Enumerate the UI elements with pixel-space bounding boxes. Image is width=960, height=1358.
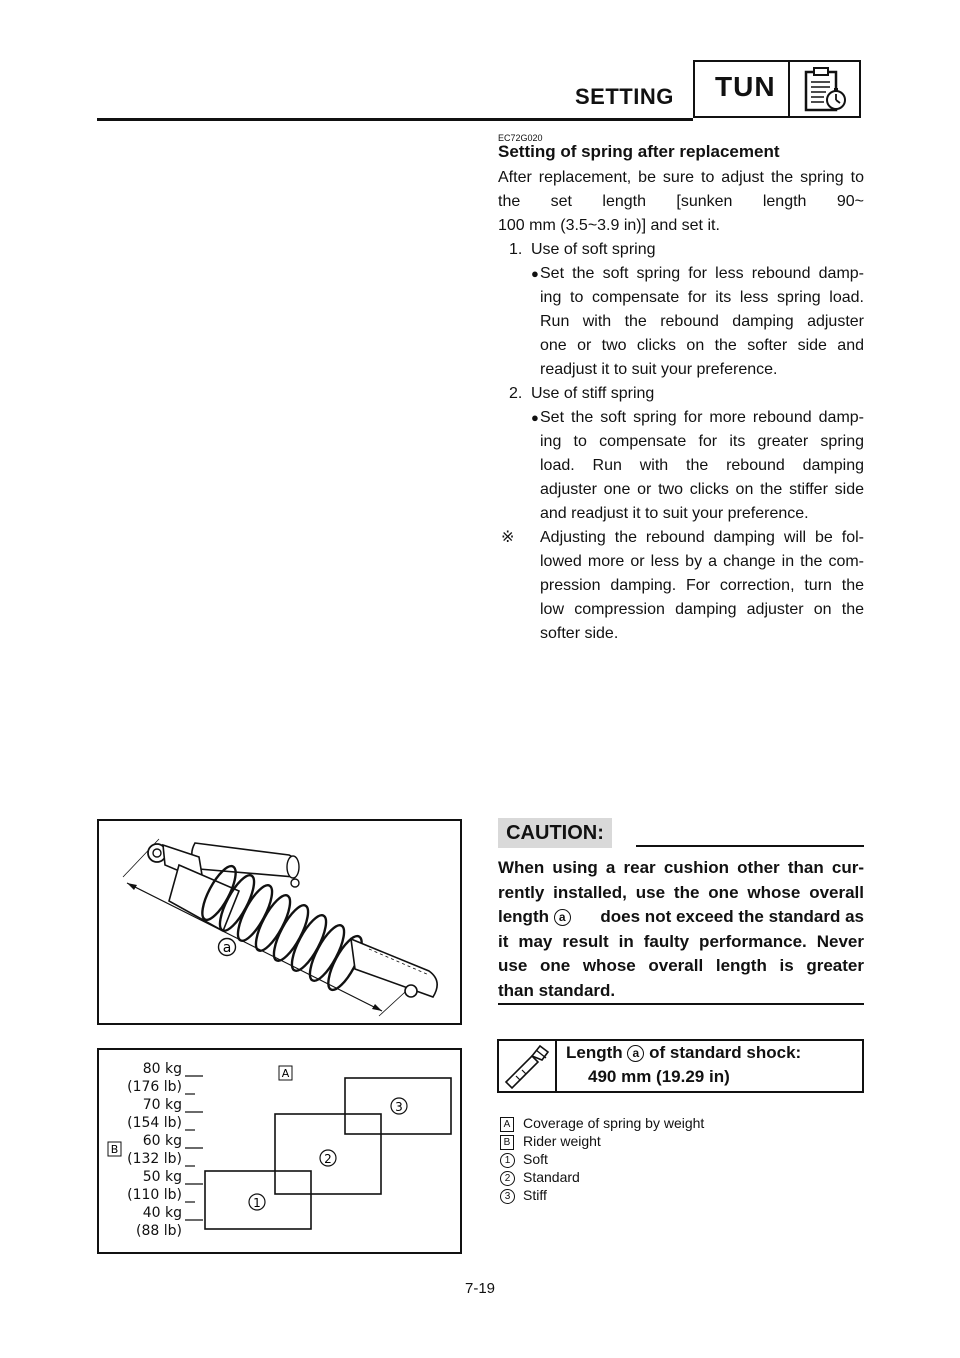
caution-line-1: When using a rear cushion other than cur- [498,858,864,877]
weight-label: 40 kg [142,1205,182,1221]
caution-rule [636,845,864,847]
legend-item: B Rider weight [500,1132,601,1150]
spring-coverage-figure [97,1048,462,1254]
intro-line-3: 100 mm (3.5~3.9 in)] and set it. [498,217,720,234]
weight-label: 50 kg [142,1169,182,1185]
item-1-number: 1. [509,241,523,258]
shock-absorber-figure [97,819,462,1025]
label-b: B [110,1143,119,1156]
header-rule [97,118,693,121]
caliper-icon [502,1042,552,1090]
caution-rule [498,1003,864,1005]
item-1-line-1: Set the soft spring for less rebound damp- [540,265,864,282]
weight-label: (110 lb) [127,1187,182,1203]
caution-line-3: length a does not exceed the standard as [498,907,864,926]
item-2-line-1: Set the soft spring for more rebound damp- [540,409,864,426]
label-a: A [281,1067,290,1080]
legend-mark: 1 [500,1153,515,1168]
item-2-line-5: and readjust it to suit your preference. [540,505,809,522]
coverage-diagram [99,1050,460,1252]
weight-label: 60 kg [142,1133,182,1149]
item-1-line-3: Run with the rebound damping adjuster [540,313,864,330]
box-number-2: 2 [324,1152,332,1166]
legend-mark: A [500,1117,514,1132]
bullet-dot: ● [531,410,539,425]
item-2-line-4: adjuster one or two clicks on the stiffer side [540,481,864,498]
legend-item: 3 Stiff [500,1186,547,1204]
weight-label: (154 lb) [127,1115,182,1131]
section-code: TUN [715,71,776,102]
legend-item: A Coverage of spring by weight [500,1114,704,1132]
item-1-line-4: one or two clicks on the softer side and [540,337,864,354]
bullet-dot: ● [531,266,539,281]
box-number-1: 1 [253,1196,261,1210]
note-line-4: low compression damping adjuster on the [540,601,864,618]
subsection-title: Setting of spring after replacement [498,142,780,161]
spec-divider [555,1041,557,1091]
caution-line-5: use one whose overall length is greater [498,956,864,975]
caution-line-2: rently installed, use the one whose overall [498,882,864,902]
page-number: 7-19 [464,1280,496,1297]
figure-callout-a: a [222,940,232,956]
weight-label: (132 lb) [127,1151,182,1167]
item-1-line-2: ing to compensate for its less spring load. [540,289,864,306]
item-1-line-5: readjust it to suit your preference. [540,361,778,378]
legend-mark: 3 [500,1189,515,1204]
weight-label: (176 lb) [127,1079,182,1095]
weight-label: 70 kg [142,1097,182,1113]
note-line-1: Adjusting the rebound damping will be fol- [540,529,864,546]
item-2-line-2: ing to compensate for its greater spring [540,433,864,450]
item-2-number: 2. [509,385,523,402]
weight-label: (88 lb) [136,1223,182,1239]
item-2-heading: Use of stiff spring [531,385,655,402]
spec-value: 490 mm (19.29 in) [588,1067,730,1086]
note-line-5: softer side. [540,625,619,642]
shock-absorber-illustration [99,821,460,1023]
note-symbol: ※ [501,529,515,546]
section-tab-divider [788,62,790,116]
clipboard-stopwatch-icon [800,65,848,113]
caution-text [498,856,864,1003]
item-2-line-3: load. Run with the rebound damping [540,457,864,474]
intro-line-2: the set length [sunken length 90~ [498,193,864,210]
section-title: SETTING [575,84,674,109]
caution-label: CAUTION: [498,818,612,848]
spec-callout-a: a [627,1045,644,1062]
note-line-3: pression damping. For correction, turn the [540,577,864,594]
caution-line-4: it may result in faulty performance. Never [498,931,864,951]
intro-line-1: After replacement, be sure to adjust the spring to [498,169,864,186]
note-line-2: lowed more or less by a change in the com- [540,553,864,570]
legend-mark: B [500,1135,514,1150]
box-number-3: 3 [395,1100,403,1114]
legend-item: 2 Standard [500,1168,580,1186]
legend-item: 1 Soft [500,1150,548,1168]
caution-callout-a: a [554,909,571,926]
caution-line-6: than standard. [498,980,616,1000]
spec-label: Length a of standard shock: [566,1043,802,1062]
legend-mark: 2 [500,1171,515,1186]
item-1-heading: Use of soft spring [531,241,656,258]
weight-label: 80 kg [142,1061,182,1077]
document-code: EC72G020 [498,133,543,143]
